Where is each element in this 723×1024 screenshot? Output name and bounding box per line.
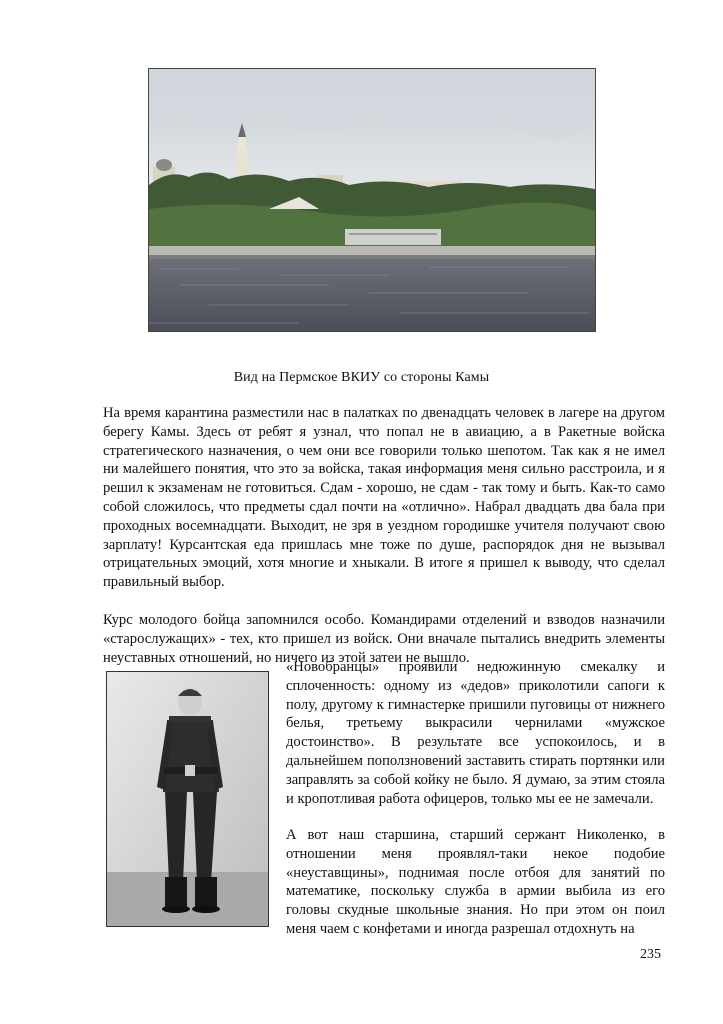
page-number: 235 bbox=[640, 947, 661, 962]
river-photo-image bbox=[149, 69, 595, 331]
river-embankment-photo bbox=[148, 68, 596, 332]
paragraph-recruits: «Новобранцы» проявили недюжинную смекалку и сплоченность: одному из «дедов» приколотили сапоги к полу, другому к гимнастерке пришили пуговицы от нижнего белья, третьему выкрасили чернилами «мужское достоинство». В результате все успокоилось, и в дальнейшем поползновений заставить стирать портянки или заправлять за собой койку не было. Я думаю, за этим стояла и кропотливая работа офицеров, только мы ее не замечали. bbox=[286, 659, 665, 807]
photo-caption: Вид на Пермское ВКИУ со стороны Камы bbox=[233, 370, 490, 385]
paragraph-sergeant: А вот наш старшина, старший сержант Николенко, в отношении меня проявлял-таки некое подобие «неуставщины», поднимая после отбоя для занятий по математике, поскольку служба в армии выбила из его головы скудные школьные знания. Но при этом он поил меня чаем с конфетами и иногда разрешал отдохнуть на bbox=[286, 827, 665, 937]
soldier-portrait-photo bbox=[106, 671, 269, 927]
paragraph-young-soldier-course: Курс молодого бойца запомнился особо. Командирами отделений и взводов назначили «старослужащих» - тех, кто пришел из войск. Они вначале пытались внедрить элементы неуставных отношений, но ничего из этой затеи не вышло. bbox=[103, 612, 665, 666]
soldier-portrait-image bbox=[107, 672, 268, 926]
paragraph-quarantine: На время карантина разместили нас в палатках по двенадцать человек в лагере на другом берегу Камы. Здесь от ребят я узнал, что попал не в авиацию, а в Ракетные войска стратегического назначения, о чем они все говорили только шепотом. Так как я не имел ни малейшего понятия, что это за войска, такая информация меня сильно расстроила, и я решил к экзаменам не готовиться. Сдам - хорошо, не сдам - так тому и быть. Как-то само собой сложилось, что предметы сдал почти на «отлично». Набрал двадцать два бала при проходных восемнадцати. Выходит, не зря в уездном городишке учителя получают свою зарплату! Курсантская еда пришлась мне тоже по душе, распорядок дня не вызывал отрицательных эмоций, хотя многие и хныкали. В итоге я пришел к выводу, что сделал правильный выбор. bbox=[103, 405, 665, 591]
